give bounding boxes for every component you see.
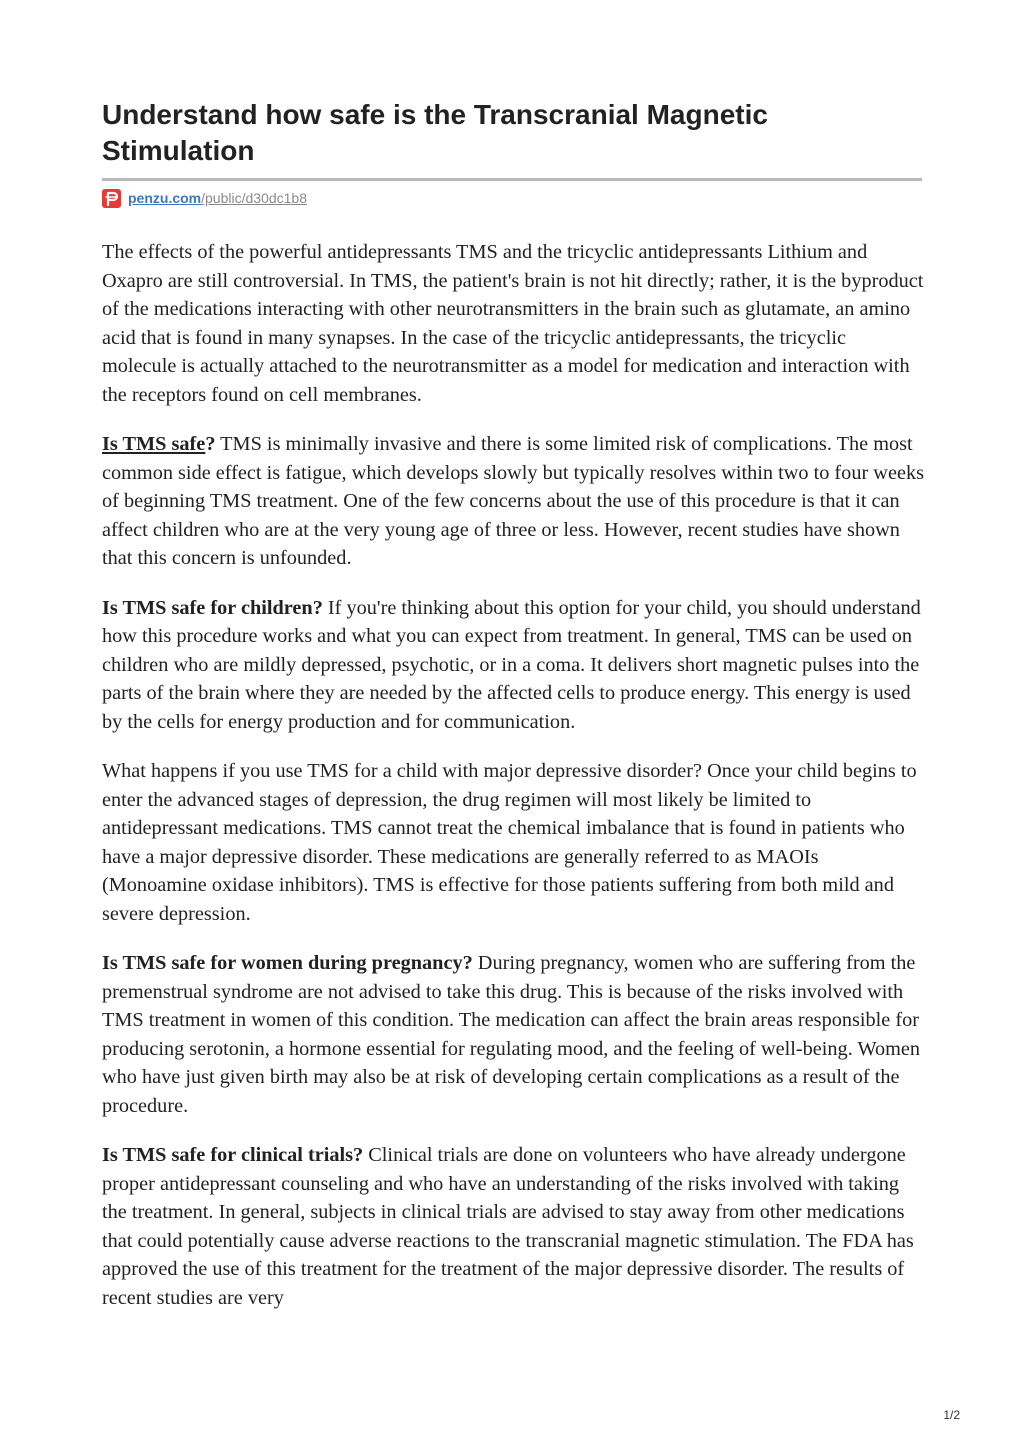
source-domain[interactable]: penzu.com (128, 190, 202, 206)
is-tms-safe-link[interactable]: Is TMS safe (102, 433, 206, 455)
paragraph-children (102, 594, 924, 737)
paragraph-intro (102, 238, 924, 409)
article-body (102, 238, 924, 1333)
question-mark: ? (205, 433, 216, 455)
question-heading: Is TMS safe for clinical trials? (102, 1144, 364, 1166)
question-heading: Is TMS safe for children? (102, 596, 323, 619)
paragraph-pregnancy (102, 949, 924, 1120)
paragraph-major-depression (102, 757, 924, 928)
paragraph-text: During pregnancy, women who are suffering from the premenstrual syndrome are not advised to take this drug. This is because of the risks involved with TMS treatment in women of this condition. The medication can affect the brain areas responsible for producing serotonin, a hormone essential for regulating mood, and the feeling of well-being. Women who have just given birth may also be at risk of developing certain complications as a result of the procedure. (102, 952, 921, 1117)
paragraph-clinical-trials (102, 1141, 924, 1312)
title-divider (102, 178, 922, 181)
paragraph-is-tms-safe (102, 430, 924, 573)
question-heading: Is TMS safe for women during pregnancy? (102, 952, 473, 974)
page-title: Understand how safe is the Transcranial Magnetic Stimulation (102, 99, 768, 166)
penzu-logo-icon (102, 189, 121, 208)
paragraph-text: TMS is minimally invasive and there is some limited risk of complications. The most common side effect is fatigue, which develops slowly but typically resolves within two to four weeks of beginning TMS treatment. One of the few concerns about the use of this procedure is that it can affect children who are at the very young age of three or less. However, recent studies have shown that this concern is unfounded. (102, 433, 924, 569)
paragraph-text: If you're thinking about this option for your child, you should understand how this procedure works and what you can expect from treatment. In general, TMS can be used on children who are mildly depressed, psychotic, or in a coma. It delivers short magnetic pulses into the parts of the brain where they are needed by the affected cells to produce energy. This energy is used by the cells for energy production and for communication. (102, 596, 921, 733)
page-number: 1/2 (943, 1408, 960, 1422)
source-path[interactable]: /public/d30dc1b8 (201, 190, 307, 206)
source-link[interactable] (102, 188, 307, 208)
paragraph-text: Clinical trials are done on volunteers who have already undergone proper antidepressant counseling and who have an understanding of the risks involved with taking the treatment. In general, subjects in clinical trials are advised to stay away from other medications that could potentially cause adverse reactions to the transcranial magnetic stimulation. The FDA has approved the use of this treatment for the treatment of the major depressive disorder. The results of recent studies are very (102, 1144, 914, 1309)
paragraph-text: The effects of the powerful antidepressants TMS and the tricyclic antidepressants Lithium and Oxapro are still controversial. In TMS, the patient's brain is not hit directly; rather, it is the byproduct of the medications interacting with other neurotransmitters in the brain such as glutamate, an amino acid that is found in many synapses. In the case of the tricyclic antidepressants, the tricyclic molecule is actually attached to the neurotransmitter as a model for medication and interaction with the receptors found on cell membranes. (102, 241, 924, 406)
paragraph-text: What happens if you use TMS for a child with major depressive disorder? Once your child begins to enter the advanced stages of depression, the drug regimen will most likely be limited to antidepressant medications. TMS cannot treat the chemical imbalance that is found in patients who have a major depressive disorder. These medications are generally referred to as MAOIs (Monoamine oxidase inhibitors). TMS is effective for those patients suffering from both mild and severe depression. (102, 760, 917, 925)
